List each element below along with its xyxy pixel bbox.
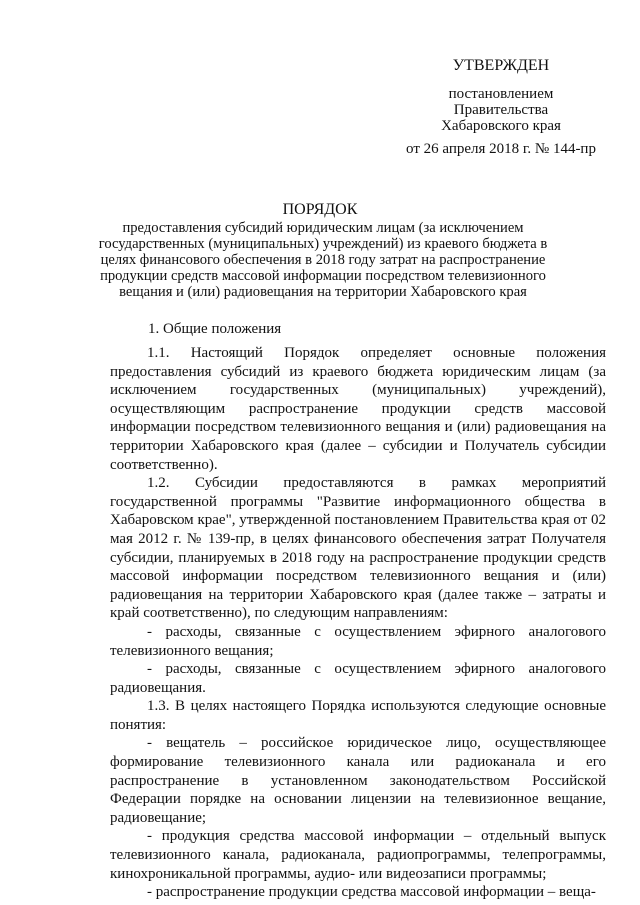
paragraph: - вещатель – российское юридическое лицо, осуществляющее формирование телевизионного канала или радиоканала и его распространение в установленном законодательством Российской Федерации порядке на основании лицензии на телевизионное вещание, радиовещание; [110, 735, 606, 826]
paragraph: - расходы, связанные с осуществлением эфирного аналогового радиовещания. [110, 661, 606, 696]
paragraph: 1.3. В целях настоящего Порядка используются следующие основные понятия: [110, 698, 606, 733]
approval-line: постановлением [448, 86, 554, 102]
paragraph: - распространение продукции средства массовой информации – веща- [147, 884, 596, 901]
paragraph: - продукция средства массовой информации – отдельный выпуск телевизионного канала, радиоканала, радиопрограммы, телепрограммы, кинохроникальной программы, аудио- или видеозаписи программы; [110, 828, 606, 882]
approval-line: Правительства [453, 102, 549, 118]
document-body [110, 344, 606, 902]
paragraph: - расходы, связанные с осуществлением эфирного аналогового телевизионного вещания; [110, 623, 606, 659]
paragraph: 1.1. Настоящий Порядок определяет основные положения предоставления субсидий из краевого бюджета юридическим лицам (за исключением государственных (муниципальных) учреждений), осуществляющим распространение продукции средств массовой информации посредством телевизионного вещания и (или) радиовещания на территории Хабаровского края (далее – субсидии и Получатель субсидии соответственно). [110, 345, 606, 473]
approval-date: от 26 апреля 2018 г. № 144-пр [406, 141, 596, 157]
document-subtitle: предоставления субсидий юридическим лицам (за исключением государственных (муниципальных) учреждений) из краевого бюджета в целях финансового обеспечения в 2018 году затрат на распространение продукции средств массовой информации посредством телевизионного вещания и (или) радиовещания на территории Хабаровского края [98, 220, 548, 300]
approval-line: Хабаровского края [441, 118, 561, 134]
approval-stamp [396, 58, 606, 157]
approval-title: УТВЕРЖДЕН [452, 57, 550, 74]
paragraph: 1.2. Субсидии предоставляются в рамках мероприятий государственной программы "Развитие информационного общества в Хабаровском крае", утвержденной постановлением Правительства края от 02 мая 2012 г. № 139-пр, в целях финансового обеспечения затрат Получателя субсидии, планируемых в 2018 году на распространение продукции средств массовой информации посредством телевизионного вещания и (или) радиовещания на территории Хабаровского края (далее также – затраты и край соответственно), по следующим направлениям: [110, 475, 606, 622]
document-heading: ПОРЯДОК [282, 201, 358, 218]
section-title: 1. Общие положения [148, 321, 282, 337]
